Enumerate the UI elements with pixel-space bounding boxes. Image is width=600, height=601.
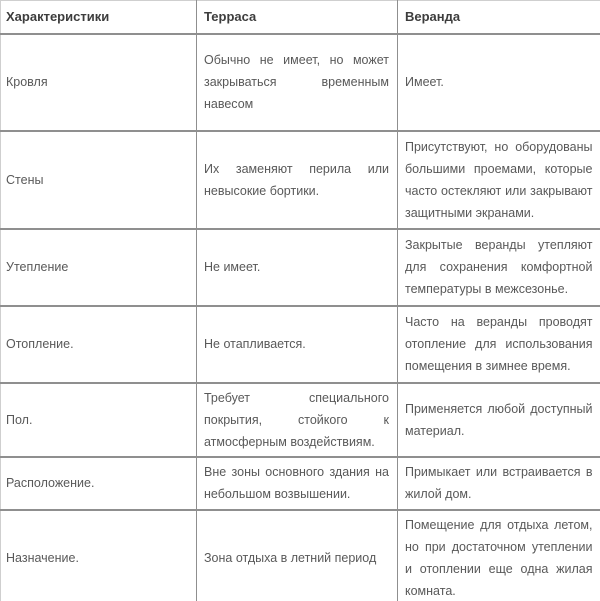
veranda-cell: Примыкает или встраивается в жилой дом. [398, 457, 600, 510]
terrace-cell: Требует специального покрытия, стойкого к атмосферным воздействиям. [197, 383, 398, 457]
header-row [1, 1, 600, 34]
terrace-cell: Вне зоны основного здания на небольшом возвышении. [197, 457, 398, 510]
veranda-cell: Помещение для отдыха летом, но при достаточном утеплении и отоплении еще одна жилая комната. [405, 517, 593, 598]
table-row-floor [1, 383, 600, 457]
table-row-location [1, 457, 600, 510]
terrace-cell: Зона отдыха в летний период [197, 510, 398, 601]
column-header-veranda: Веранда [398, 1, 600, 34]
column-header-characteristics: Характеристики [1, 1, 197, 34]
characteristic-cell: Пол. [1, 383, 197, 457]
table-row-walls [1, 131, 600, 229]
terrace-cell: Не отапливается. [197, 306, 398, 383]
characteristic-cell: Стены [1, 131, 197, 229]
table-row-insulation [1, 229, 600, 306]
veranda-cell: Имеет. [398, 34, 600, 131]
veranda-cell: Часто на веранды проводят отопление для использования помещения в зимнее время. [398, 306, 600, 383]
characteristic-cell: Расположение. [1, 457, 197, 510]
terrace-cell: Не имеет. [197, 229, 398, 306]
veranda-cell: Присутствуют, но оборудованы большими проемами, которые часто остекляют или закрывают защитными экранами. [398, 131, 600, 229]
terrace-cell: Их заменяют перила или невысокие бортики. [197, 131, 398, 229]
terrace-cell: Обычно не имеет, но может закрываться временным навесом [197, 34, 398, 131]
characteristic-cell: Кровля [1, 34, 197, 131]
table-row-roofing [1, 34, 600, 131]
characteristic-cell: Отопление. [1, 306, 197, 383]
characteristic-cell: Назначение. [1, 510, 197, 601]
table-row-heating [1, 306, 600, 383]
column-header-terrace: Терраса [197, 1, 398, 34]
veranda-cell: Применяется любой доступный материал. [398, 383, 600, 457]
characteristic-cell: Утепление [1, 229, 197, 306]
table-row-purpose [1, 510, 600, 601]
veranda-cell: Закрытые веранды утепляют для сохранения комфортной температуры в межсезонье. [398, 229, 600, 306]
